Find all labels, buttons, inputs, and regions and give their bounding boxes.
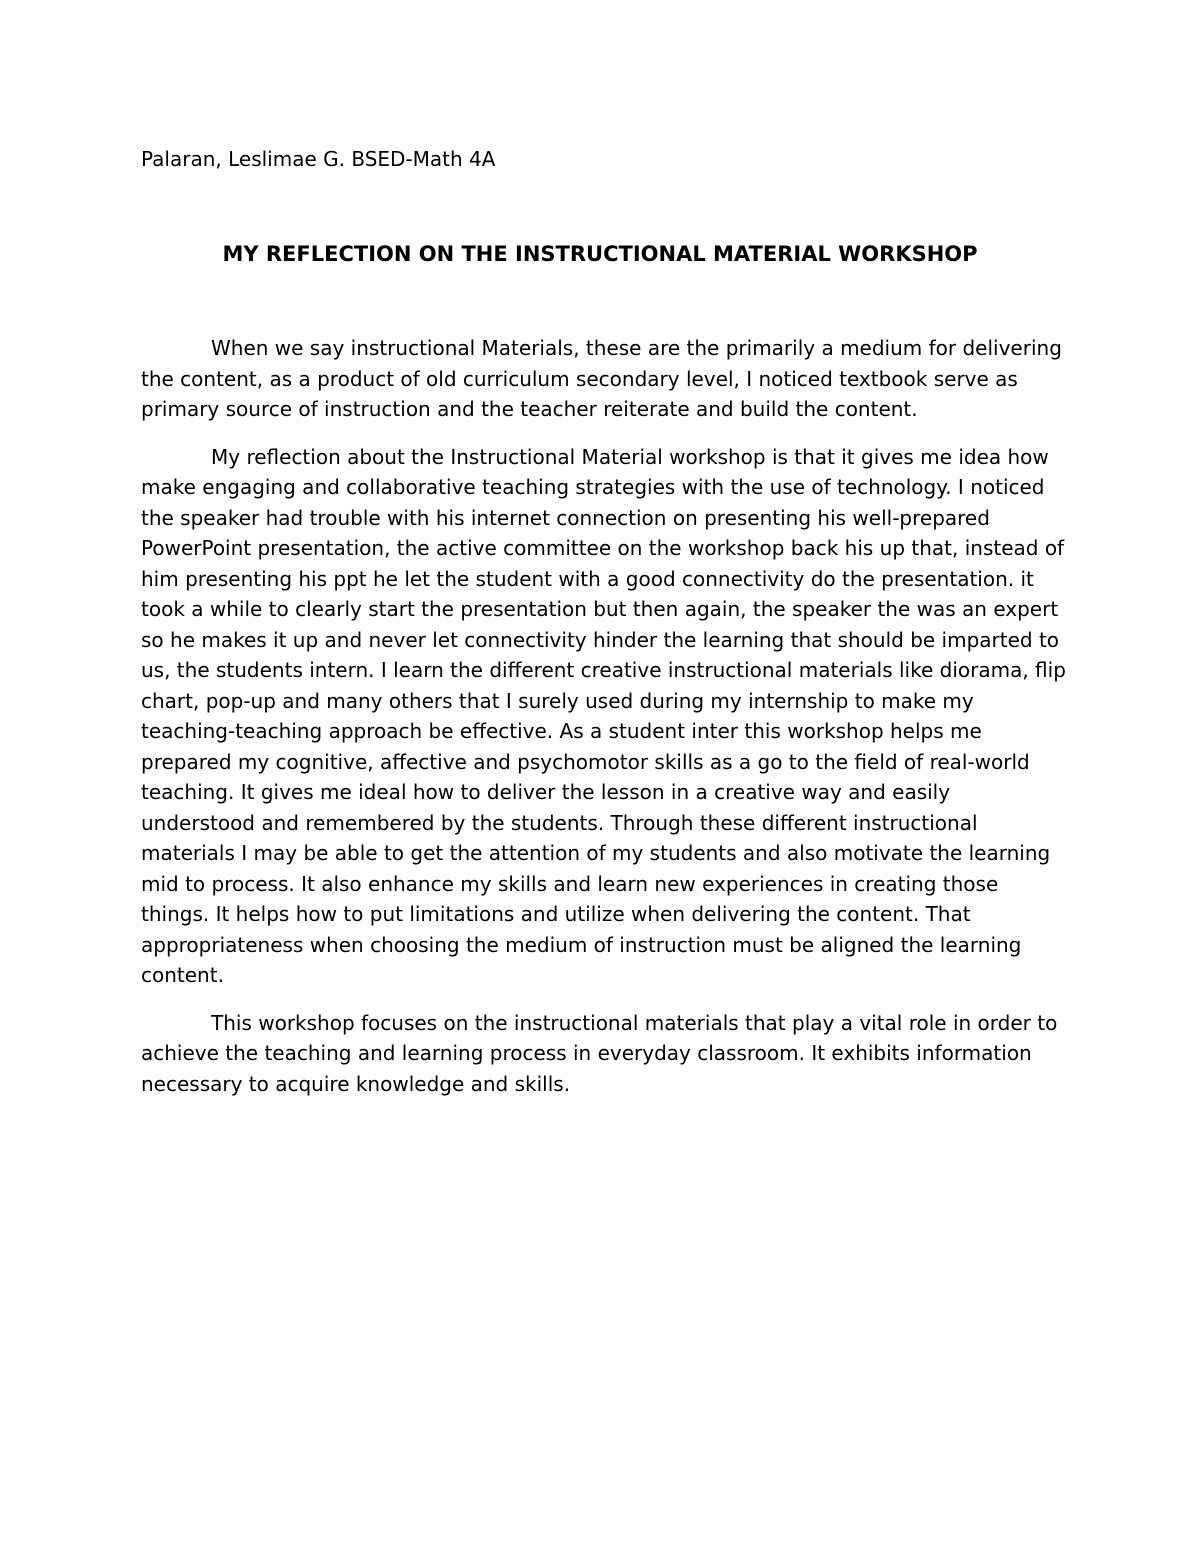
paragraph-3: This workshop focuses on the instructional materials that play a vital role in order to achieve the teaching and learning process in everyday classroom. It exhibits information necessary to acquire knowledge and skills. [141, 1010, 1058, 1096]
author-line: Palaran, Leslimae G. BSED-Math 4A [141, 147, 496, 171]
paragraph-2: My reflection about the Instructional Material workshop is that it gives me idea how make engaging and collaborative teaching strategies with the use of technology. I noticed the speaker had trouble with his internet connection on presenting his well-prepared PowerPoint presentation, the active committee on the workshop back his up that, instead of him presenting his ppt he let the student with a good connectivity do the presentation. it took a while to clearly start the presentation but then again, the speaker the was an expert so he makes it up and never let connectivity hinder the learning that should be imparted to us, the students intern. I learn the different creative instructional materials like diorama, flip chart, pop-up and many others that I surely used during my internship to make my teaching-teaching approach be effective. As a student inter this workshop helps me prepared my cognitive, affective and psychomotor skills as a go to the field of real-world teaching. It gives me ideal how to deliver the lesson in a creative way and easily understood and remembered by the students. Through these different instructional materials I may be able to get the attention of my students and also motivate the learning mid to process. It also enhance my skills and learn new experiences in creating those things. It helps how to put limitations and utilize when delivering the content. That appropriateness when choosing the medium of instruction must be aligned the learning content. [141, 444, 1066, 987]
document-title: MY REFLECTION ON THE INSTRUCTIONAL MATERIAL WORKSHOP [222, 242, 978, 266]
document-body [141, 333, 1066, 1116]
paragraph-1: When we say instructional Materials, these are the primarily a medium for delivering the content, as a product of old curriculum secondary level, I noticed textbook serve as primary source of instruction and the teacher reiterate and build the content. [141, 336, 1062, 421]
